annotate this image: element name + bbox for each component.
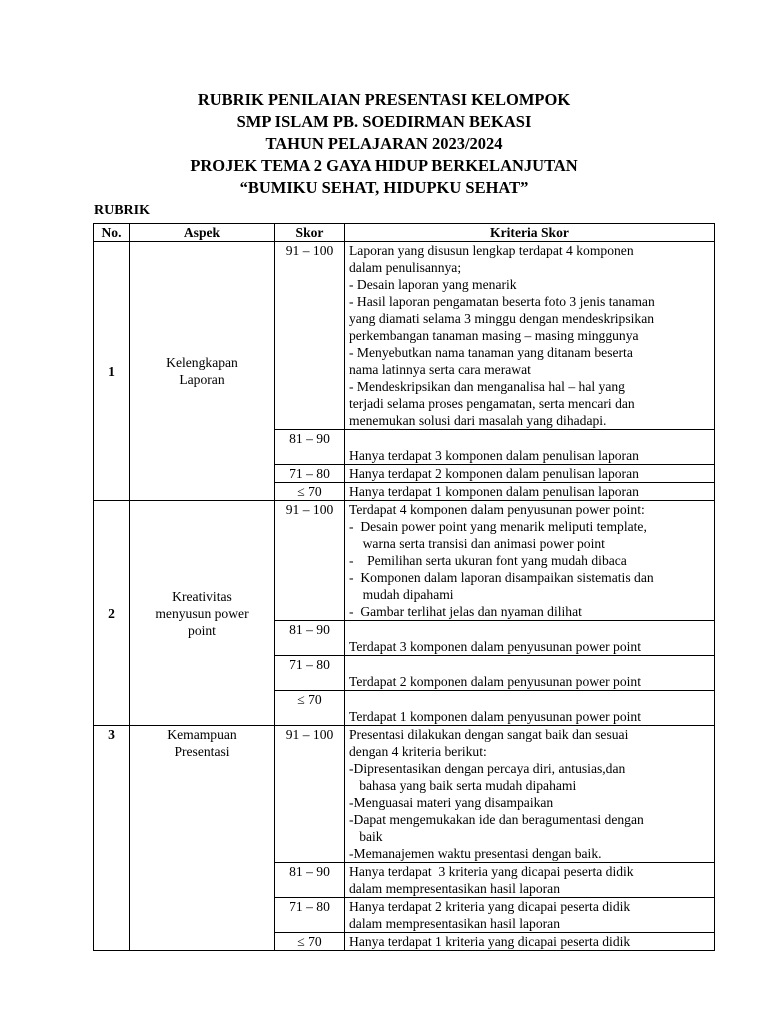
aspect-line: Kreativitas (172, 588, 232, 604)
criteria-cell (345, 726, 715, 863)
criteria-cell (345, 465, 715, 483)
score-range: 81 – 90 (275, 430, 345, 465)
criteria-cell (345, 501, 715, 621)
criteria-line: - Hasil laporan pengamatan beserta foto 3 jenis tanaman (349, 294, 655, 309)
score-range: 71 – 80 (275, 656, 345, 691)
criteria-line: - Gambar terlihat jelas dan nyaman dilihat (349, 604, 582, 619)
criteria-line: warna serta transisi dan animasi power point (349, 536, 605, 551)
criteria-line: perkembangan tanaman masing – masing minggunya (349, 328, 639, 343)
title-line: TAHUN PELAJARAN 2023/2024 (265, 134, 503, 153)
criteria-line: dalam mempresentasikan hasil laporan (349, 881, 561, 896)
header-skor: Skor (275, 224, 345, 242)
criteria-cell (345, 656, 715, 691)
criteria-line: Hanya terdapat 2 komponen dalam penulisan laporan (349, 466, 639, 481)
criteria-cell (345, 430, 715, 465)
criteria-line: yang diamati selama 3 minggu dengan mendeskripsikan (349, 311, 655, 326)
criteria-cell (345, 621, 715, 656)
criteria-line: terjadi selama proses pengamatan, serta mencari dan (349, 396, 635, 411)
score-range: ≤ 70 (275, 691, 345, 726)
score-range: 71 – 80 (275, 465, 345, 483)
criteria-line: - Desain power point yang menarik meliputi template, (349, 519, 647, 534)
score-range: ≤ 70 (275, 483, 345, 501)
criteria-line: - Desain laporan yang menarik (349, 277, 517, 292)
criteria-line: -Dapat mengemukakan ide dan beragumentasi dengan (349, 812, 644, 827)
criteria-line: Hanya terdapat 3 komponen dalam penulisan laporan (349, 448, 639, 463)
aspect-cell (130, 242, 275, 501)
score-range: 91 – 100 (275, 501, 345, 621)
criteria-line: Terdapat 3 komponen dalam penyusunan power point (349, 639, 641, 654)
row-number: 3 (94, 726, 130, 951)
criteria-cell (345, 933, 715, 951)
criteria-line: mudah dipahami (349, 587, 454, 602)
aspect-cell (130, 726, 275, 951)
criteria-line: Hanya terdapat 1 komponen dalam penulisan laporan (349, 484, 639, 499)
table-row (94, 242, 715, 430)
aspect-line: menyusun power (155, 605, 249, 621)
title-line: SMP ISLAM PB. SOEDIRMAN BEKASI (236, 112, 532, 131)
header-kriteria: Kriteria Skor (345, 224, 715, 242)
criteria-line: -Dipresentasikan dengan percaya diri, antusias,dan (349, 761, 626, 776)
criteria-cell (345, 691, 715, 726)
aspect-line: point (188, 622, 216, 638)
criteria-line: menemukan solusi dari masalah yang dihadapi. (349, 413, 607, 428)
criteria-cell (345, 483, 715, 501)
criteria-cell (345, 898, 715, 933)
criteria-line: Hanya terdapat 2 kriteria yang dicapai peserta didik (349, 899, 631, 914)
table-header-row (94, 224, 715, 242)
score-range: 81 – 90 (275, 621, 345, 656)
score-range: ≤ 70 (275, 933, 345, 951)
criteria-line: Terdapat 2 komponen dalam penyusunan power point (349, 674, 641, 689)
criteria-line: Terdapat 4 komponen dalam penyusunan power point: (349, 502, 645, 517)
criteria-line: baik (349, 829, 383, 844)
criteria-line: dengan 4 kriteria berikut: (349, 744, 487, 759)
criteria-line: Laporan yang disusun lengkap terdapat 4 komponen (349, 243, 634, 258)
criteria-line: - Menyebutkan nama tanaman yang ditanam beserta (349, 345, 633, 360)
criteria-line: - Pemilihan serta ukuran font yang mudah dibaca (349, 553, 627, 568)
aspect-line: Kelengkapan (166, 355, 238, 370)
table-row (94, 726, 715, 863)
criteria-line: Terdapat 1 komponen dalam penyusunan power point (349, 709, 641, 724)
aspect-cell (130, 501, 275, 726)
score-range: 71 – 80 (275, 898, 345, 933)
rubric-body (94, 242, 715, 951)
section-label: RUBRIK (94, 203, 151, 218)
criteria-line: - Mendeskripsikan dan menganalisa hal – hal yang (349, 379, 625, 394)
criteria-line: - Komponen dalam laporan disampaikan sistematis dan (349, 570, 654, 585)
criteria-cell (345, 863, 715, 898)
title-line: RUBRIK PENILAIAN PRESENTASI KELOMPOK (197, 90, 571, 109)
score-range: 81 – 90 (275, 863, 345, 898)
criteria-line: Hanya terdapat 3 kriteria yang dicapai peserta didik (349, 864, 634, 879)
aspect-line: Laporan (179, 372, 225, 387)
score-range: 91 – 100 (275, 726, 345, 863)
header-no: No. (94, 224, 130, 242)
header-aspek: Aspek (130, 224, 275, 242)
criteria-cell (345, 242, 715, 430)
rubric-table (93, 223, 715, 951)
aspect-line: Presentasi (174, 744, 230, 759)
criteria-line: nama latinnya serta cara merawat (349, 362, 531, 377)
criteria-line: -Memanajemen waktu presentasi dengan baik. (349, 846, 602, 861)
criteria-line: bahasa yang baik serta mudah dipahami (349, 778, 577, 793)
criteria-line: -Menguasai materi yang disampaikan (349, 795, 554, 810)
score-range: 91 – 100 (275, 242, 345, 430)
criteria-line: Presentasi dilakukan dengan sangat baik dan sesuai (349, 727, 629, 742)
title-line: PROJEK TEMA 2 GAYA HIDUP BERKELANJUTAN (190, 156, 578, 175)
aspect-line: Kemampuan (167, 727, 237, 742)
criteria-line: Hanya terdapat 1 kriteria yang dicapai peserta didik (349, 934, 631, 949)
document-title-block (0, 89, 768, 199)
row-number: 1 (94, 242, 130, 501)
table-row (94, 501, 715, 621)
criteria-line: dalam mempresentasikan hasil laporan (349, 916, 561, 931)
row-number: 2 (94, 501, 130, 726)
title-line: “BUMIKU SEHAT, HIDUPKU SEHAT” (239, 178, 529, 197)
criteria-line: dalam penulisannya; (349, 260, 462, 275)
